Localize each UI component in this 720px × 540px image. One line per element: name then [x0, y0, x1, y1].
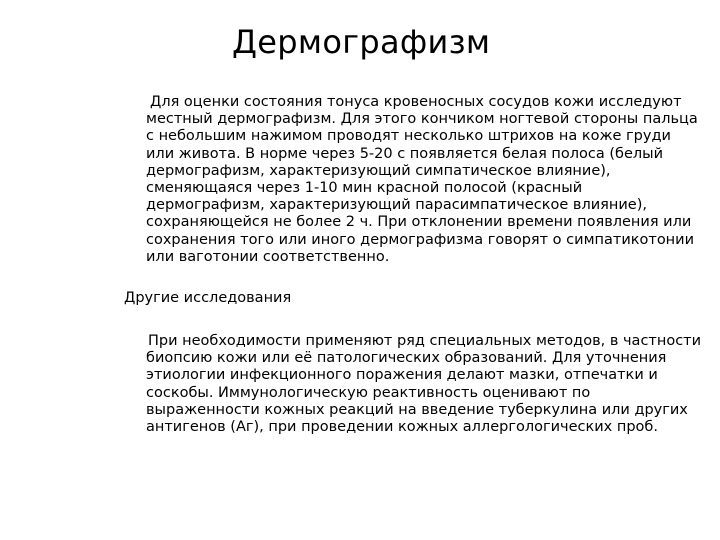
text-line: с небольшим нажимом проводят несколько штрихов на коже груди [146, 128, 671, 145]
text-line: или ваготонии соответственно. [146, 248, 390, 265]
text-line: дермографизм, характеризующий парасимпатическое влияние), [146, 197, 647, 214]
text-line: этиологии инфекционного поражения делают мазки, отпечатки и [146, 367, 658, 384]
text-line: антигенов (Аг), при проведении кожных аллергологических проб. [146, 419, 658, 436]
text-line: дермографизм, характеризующий симпатическое влияние), [146, 162, 611, 179]
text-line: Для оценки состояния тонуса кровеносных сосудов кожи исследуют [150, 94, 682, 110]
section-heading-other-studies: Другие исследования [124, 290, 292, 306]
text-line: выраженности кожных реакций на введение туберкулина или других [146, 401, 688, 418]
paragraph-dermographism [146, 94, 706, 266]
text-line: биопсию кожи или её патологических образований. Для уточнения [146, 350, 667, 367]
text-line: или живота. В норме через 5-20 с появляется белая полоса (белый [146, 145, 664, 162]
text-line: сменяющаяся через 1-10 мин красной полосой (красный [146, 180, 583, 197]
text-line: сохраняющейся не более 2 ч. При отклонении времени появления или [146, 214, 692, 231]
text-line: сохранения того или иного дермографизма говорят о симпатикотонии [146, 231, 695, 248]
text-line: местный дермографизм. Для этого кончиком ногтевой стороны пальца [146, 111, 698, 128]
slide-title: Дермографизм [232, 23, 491, 61]
text-line: При необходимости применяют ряд специальных методов, в частности [148, 333, 702, 349]
text-line: соскобы. Иммунологическую реактивность оценивают по [146, 384, 591, 401]
paragraph-other-studies [146, 333, 706, 436]
